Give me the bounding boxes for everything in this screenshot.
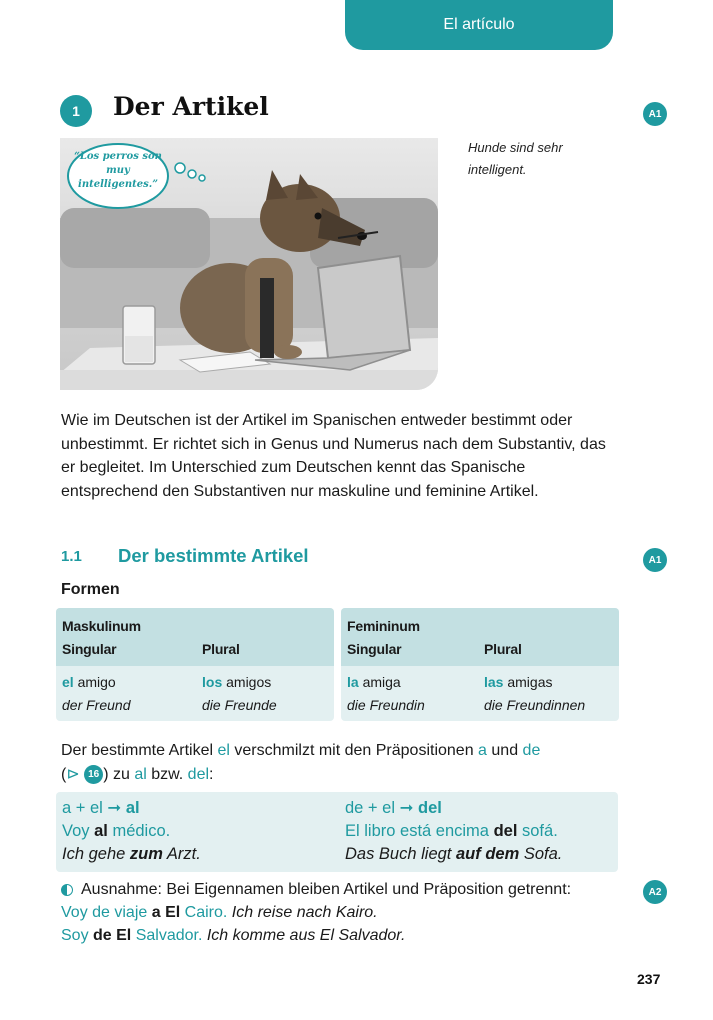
noun: amiga	[362, 674, 401, 690]
text: Salvador.	[131, 927, 203, 944]
article-el: el	[62, 674, 74, 690]
text: al	[125, 799, 140, 817]
text: Ich gehe	[62, 845, 130, 863]
text: und	[486, 742, 523, 759]
highlight-del: del	[187, 766, 210, 783]
level-badge-a2	[643, 880, 667, 904]
exception-text: Ausnahme: Bei Eigennamen bleiben Artikel und Präposition getrennt:	[81, 881, 572, 898]
table-row	[484, 674, 553, 690]
section-number: 1.1	[61, 548, 82, 565]
translation: die Freunde	[202, 697, 277, 713]
intro-paragraph: Wie im Deutschen ist der Artikel im Spanischen entweder bestimmt oder unbestimmt. Er richtet sich in Genus und Numerus nach dem Substantiv, das er begleitet. Im Unterschied zum Deutschen kennt das Spanische entsprechend den Substantiven nur maskuline und feminine Artikel.	[61, 412, 606, 500]
noun: amigos	[226, 674, 272, 690]
text: auf dem	[455, 845, 520, 863]
gender-label: Maskulinum	[62, 618, 141, 634]
text: verschmilzt mit den Präpositionen	[229, 742, 479, 759]
arrow-right-icon: ➞	[399, 799, 414, 817]
text: Voy	[62, 822, 95, 840]
masculine-article-table	[56, 608, 334, 721]
exception-example	[61, 924, 641, 947]
text: médico.	[107, 822, 171, 840]
arrow-right-icon: ➞	[107, 799, 122, 817]
translation: die Freundin	[347, 697, 425, 713]
noun: amigas	[507, 674, 553, 690]
rule-line	[62, 797, 201, 820]
translation: der Freund	[62, 697, 131, 713]
translation: Ich reise nach Kairo.	[227, 904, 378, 921]
contraction-examples-box	[56, 792, 618, 872]
cross-reference-arrow-icon: ⊳	[66, 766, 80, 783]
translation: die Freundinnen	[484, 697, 586, 713]
article-los: los	[202, 674, 223, 690]
level-badge-a1	[643, 102, 667, 126]
exception-note	[61, 878, 641, 947]
table-row	[202, 674, 271, 690]
rule-line	[345, 797, 562, 820]
chapter-title: Der Artikel	[113, 92, 269, 121]
singular-header: Singular	[62, 641, 117, 657]
translation: Ich komme aus El Salvador.	[202, 927, 406, 944]
text: Arzt.	[162, 845, 201, 863]
text: Cairo.	[180, 904, 228, 921]
chapter-tab	[345, 0, 613, 50]
text: a El	[151, 904, 181, 921]
text: Voy de viaje	[61, 904, 152, 921]
text: a + el	[62, 799, 108, 817]
gender-label: Femininum	[347, 618, 420, 634]
example-column-al	[62, 797, 201, 866]
example-column-del	[345, 797, 562, 866]
text: bzw.	[146, 766, 188, 783]
page-number: 237	[637, 971, 661, 987]
text: :	[209, 766, 214, 783]
chapter-number-badge	[60, 95, 92, 127]
noun: amigo	[77, 674, 116, 690]
text: Der bestimmte Artikel	[61, 742, 218, 759]
exception-example	[61, 901, 641, 924]
german-translation	[62, 843, 201, 866]
article-la: la	[347, 674, 359, 690]
exception-text-line	[61, 878, 641, 901]
german-translation	[345, 843, 562, 866]
highlight-el: el	[217, 742, 230, 759]
text: del	[493, 822, 518, 840]
table-header	[56, 608, 334, 666]
level-badge-a1-section	[643, 548, 667, 572]
section-title: Der bestimmte Artikel	[118, 545, 309, 566]
singular-header: Singular	[347, 641, 402, 657]
cross-reference-badge[interactable]: 16	[84, 765, 103, 784]
chapter-tab-label: El artículo	[443, 16, 515, 33]
table-row	[62, 674, 116, 690]
contraction-paragraph	[61, 739, 631, 787]
text: El libro está encima	[345, 822, 494, 840]
table-row	[347, 674, 401, 690]
highlight-de: de	[522, 742, 541, 759]
text: sofá.	[517, 822, 558, 840]
text: de + el	[345, 799, 400, 817]
text: Sofa.	[519, 845, 563, 863]
text: Soy	[61, 927, 94, 944]
plural-header: Plural	[484, 641, 522, 657]
dog-laptop-photo	[60, 138, 438, 390]
half-circle-icon	[61, 884, 73, 896]
level-label: A2	[648, 886, 662, 898]
text: de El	[93, 927, 132, 944]
article-las: las	[484, 674, 504, 690]
plural-header: Plural	[202, 641, 240, 657]
text: al	[94, 822, 108, 840]
text: ) zu	[103, 766, 135, 783]
speech-bubble-text: “Los perros son muy intelligentes.”	[74, 151, 162, 190]
spanish-example	[62, 820, 201, 843]
highlight-a: a	[478, 742, 487, 759]
chapter-number: 1	[72, 103, 80, 119]
subheading-formen: Formen	[61, 581, 120, 598]
level-label: A1	[648, 554, 662, 566]
text: zum	[129, 845, 163, 863]
spanish-example	[345, 820, 562, 843]
feminine-article-table	[341, 608, 619, 721]
table-header	[341, 608, 619, 666]
text: (	[61, 766, 67, 783]
level-label: A1	[648, 108, 662, 120]
photo-caption: Hunde sind sehr intelligent.	[468, 140, 563, 177]
highlight-al: al	[134, 766, 147, 783]
text: Das Buch liegt	[345, 845, 456, 863]
text: del	[418, 799, 442, 817]
